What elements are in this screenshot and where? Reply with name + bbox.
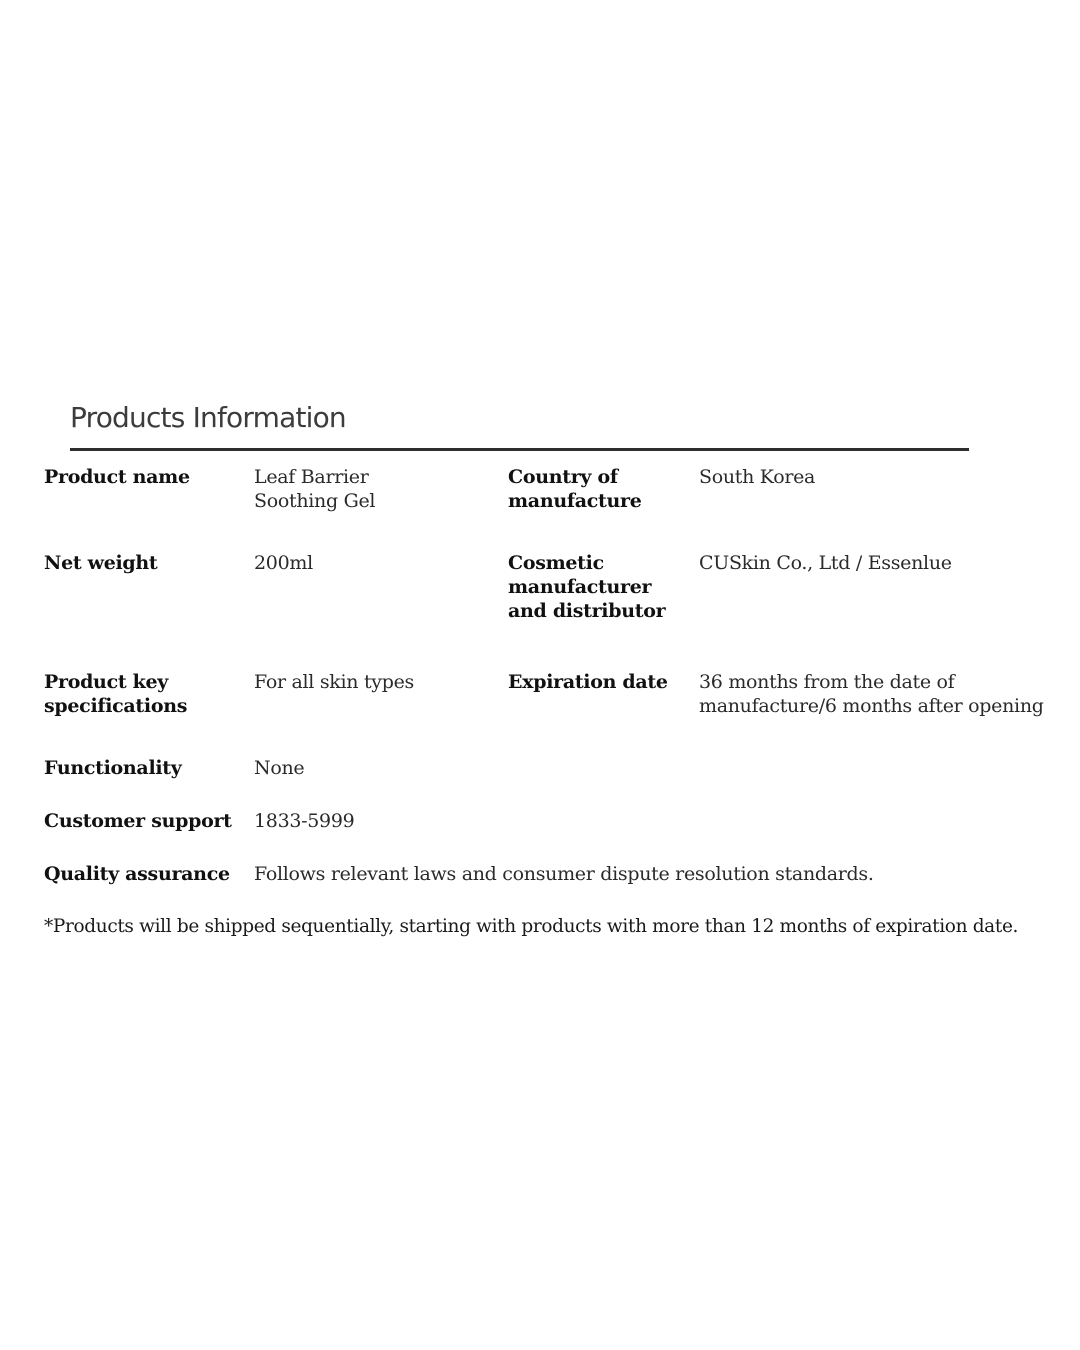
expiration-date-value: 36 months from the date of manufacture/6 months after opening bbox=[699, 671, 1044, 717]
quality-assurance-label: Quality assurance bbox=[44, 863, 230, 885]
manufacturer-distributor-value: CUSkin Co., Ltd / Essenlue bbox=[699, 552, 952, 574]
expiration-date-label: Expiration date bbox=[508, 671, 668, 693]
customer-support-label: Customer support bbox=[44, 810, 232, 832]
manufacturer-distributor-label: Cosmetic manufacturer and distributor bbox=[508, 552, 666, 622]
page-title: Products Information bbox=[70, 401, 346, 434]
country-of-manufacture-value: South Korea bbox=[699, 466, 816, 488]
shipping-footnote: *Products will be shipped sequentially, starting with products with more than 12 months of expiration date. bbox=[44, 916, 1019, 937]
product-key-specifications-label: Product key specifications bbox=[44, 671, 188, 717]
functionality-label: Functionality bbox=[44, 757, 182, 779]
title-divider bbox=[70, 448, 969, 451]
net-weight-label: Net weight bbox=[44, 552, 158, 574]
product-name-label: Product name bbox=[44, 466, 190, 488]
quality-assurance-value: Follows relevant laws and consumer dispute resolution standards. bbox=[254, 863, 874, 885]
net-weight-value: 200ml bbox=[254, 552, 313, 574]
customer-support-value: 1833-5999 bbox=[254, 810, 355, 832]
country-of-manufacture-label: Country of manufacture bbox=[508, 466, 642, 512]
product-name-value: Leaf Barrier Soothing Gel bbox=[254, 466, 376, 512]
functionality-value: None bbox=[254, 757, 305, 779]
product-key-specifications-value: For all skin types bbox=[254, 671, 414, 693]
